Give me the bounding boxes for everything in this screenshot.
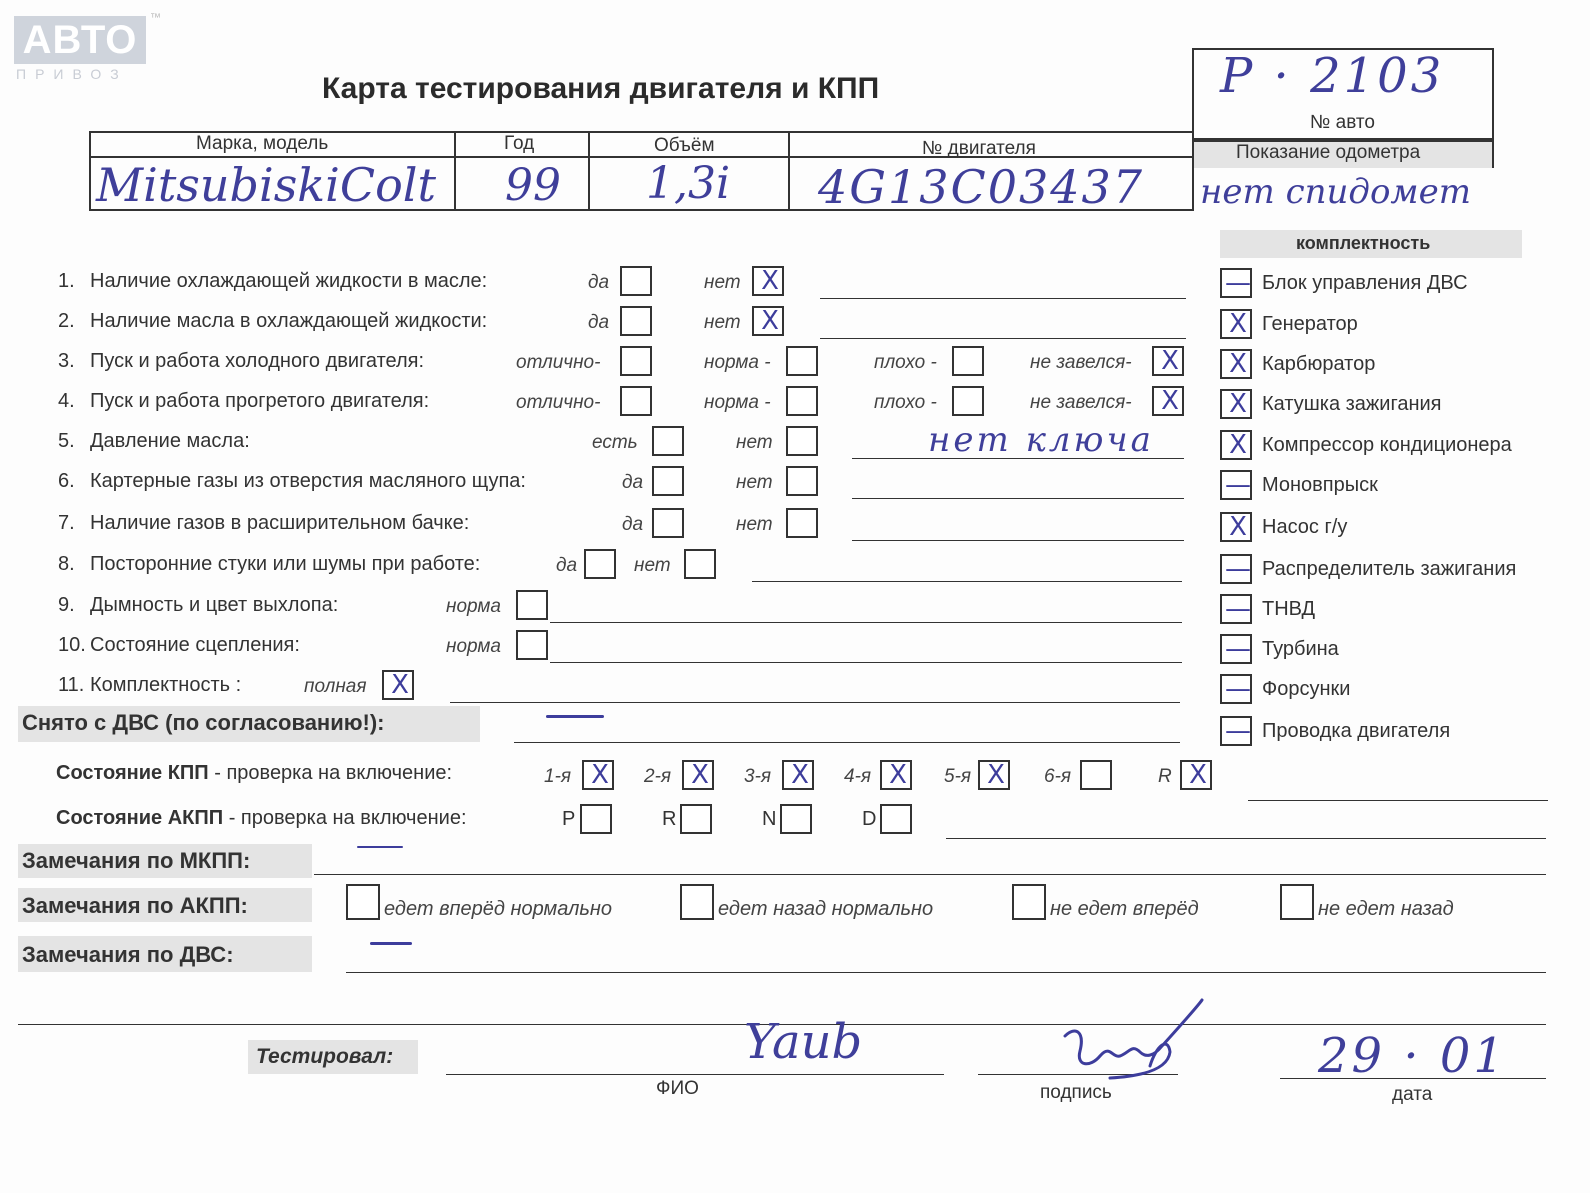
answer-line — [752, 581, 1182, 582]
option-label: нет — [704, 312, 741, 333]
complect-checkbox-mark: — — [1225, 554, 1251, 584]
kpp-label-rest: - проверка на включение: — [208, 762, 453, 784]
option-label: отлично- — [516, 352, 601, 373]
question-text: Наличие масла в охлаждающей жидкости: — [90, 310, 488, 332]
question-text: Комплектность : — [90, 674, 242, 696]
kpp-gear-label: 2-я — [644, 766, 672, 787]
option-label: нет — [736, 472, 773, 493]
option-checkbox[interactable] — [620, 386, 652, 416]
option-label: нет — [736, 514, 773, 535]
kpp-gear-checkbox-mark: X — [889, 760, 907, 790]
complect-checkbox-mark: X — [1229, 349, 1247, 379]
question-number: 8. — [58, 553, 75, 575]
akpp-gear-checkbox[interactable] — [580, 804, 612, 834]
complect-item-label: Турбина — [1262, 638, 1339, 660]
akpp-gear-checkbox[interactable] — [880, 804, 912, 834]
answer-line — [550, 662, 1182, 663]
option-checkbox[interactable] — [786, 346, 818, 376]
kpp-label — [56, 762, 452, 785]
complect-checkbox[interactable] — [1220, 674, 1252, 704]
kpp-gear-checkbox-mark: X — [987, 760, 1005, 790]
complect-item-label: Катушка зажигания — [1262, 393, 1442, 415]
question-text: Давление масла: — [90, 430, 250, 452]
kpp-gear-checkbox-mark: X — [591, 760, 609, 790]
complect-item-label: Форсунки — [1262, 678, 1351, 700]
header-col-model: Марка, модель — [196, 133, 329, 154]
remark-mkpp-label: Замечания по МКПП: — [22, 848, 251, 873]
header-col-engine: № двигателя — [922, 138, 1036, 159]
complect-checkbox[interactable] — [1220, 634, 1252, 664]
question-number: 3. — [58, 350, 75, 372]
complect-checkbox[interactable] — [1220, 309, 1252, 339]
oil-pressure-note: нет ключа — [928, 420, 1154, 460]
complect-item-label: Насос г/у — [1262, 516, 1348, 538]
complect-checkbox-mark: — — [1225, 268, 1251, 298]
logo-tm: ™ — [150, 12, 161, 24]
option-checkbox[interactable] — [620, 346, 652, 376]
option-checkbox[interactable] — [684, 549, 716, 579]
option-checkbox[interactable] — [1152, 346, 1184, 376]
option-label: нет — [736, 432, 773, 453]
option-checkbox[interactable] — [786, 426, 818, 456]
kpp-gear-checkbox[interactable] — [880, 760, 912, 790]
option-checkbox[interactable] — [620, 266, 652, 296]
sign-label: подпись — [1040, 1082, 1112, 1103]
complect-item-label: Моновпрыск — [1262, 474, 1378, 496]
complect-item-label: Распределитель зажигания — [1262, 558, 1517, 580]
question-text: Наличие газов в расширительном бачке: — [90, 512, 470, 534]
akpp-gear-label: N — [762, 808, 777, 830]
option-checkbox[interactable] — [1152, 386, 1184, 416]
complect-checkbox[interactable] — [1220, 470, 1252, 500]
question-text: Пуск и работа прогретого двигателя: — [90, 390, 430, 412]
complect-checkbox[interactable] — [1220, 512, 1252, 542]
complect-checkbox[interactable] — [1220, 430, 1252, 460]
complect-checkbox-mark: X — [1229, 389, 1247, 419]
complect-checkbox-mark: X — [1229, 512, 1247, 542]
kpp-gear-label: 3-я — [744, 766, 772, 787]
complect-checkbox-mark: X — [1229, 430, 1247, 460]
akpp-remark-checkbox[interactable] — [1280, 884, 1314, 920]
question-text: Посторонние стуки или шумы при работе: — [90, 553, 481, 575]
question-number: 5. — [58, 430, 75, 452]
option-label: да — [556, 555, 578, 576]
complect-checkbox[interactable] — [1220, 554, 1252, 584]
complect-checkbox-mark: — — [1225, 716, 1251, 746]
option-label: не завелся- — [1030, 352, 1132, 373]
tested-label: Тестировал: — [256, 1045, 394, 1068]
complect-checkbox-mark: X — [1229, 309, 1247, 339]
option-checkbox[interactable] — [952, 386, 984, 416]
fio-label: ФИО — [656, 1078, 699, 1099]
option-checkbox-mark: X — [1161, 386, 1179, 416]
complect-item-label: Блок управления ДВС — [1262, 272, 1468, 294]
question-number: 1. — [58, 270, 75, 292]
option-checkbox[interactable] — [620, 306, 652, 336]
question-number: 11. — [58, 674, 85, 696]
option-checkbox[interactable] — [652, 508, 684, 538]
question-number: 2. — [58, 310, 75, 332]
option-label: норма - — [704, 392, 771, 413]
question-number: 7. — [58, 512, 75, 534]
avto-privoz-logo — [14, 12, 161, 86]
question-number: 9. — [58, 594, 75, 616]
kpp-gear-checkbox[interactable] — [682, 760, 714, 790]
option-label: плохо - — [874, 392, 937, 413]
complect-item-label: Генератор — [1262, 313, 1358, 335]
option-checkbox[interactable] — [786, 386, 818, 416]
akpp-remark-option-label: едет вперёд нормально — [384, 898, 613, 920]
odometer-value: нет спидомет — [1200, 172, 1471, 212]
removed-label: Снято с ДВС (по согласованию!): — [22, 710, 385, 735]
answer-line — [550, 622, 1182, 623]
value-model: MitsubiskiColt — [96, 158, 436, 212]
option-checkbox[interactable] — [584, 549, 616, 579]
akpp-remark-option-label: не едет вперёд — [1050, 898, 1199, 920]
logo-sub-text: ПРИВОЗ — [16, 66, 128, 82]
removed-dash-mark — [546, 715, 604, 718]
answer-line — [820, 298, 1186, 299]
option-label: да — [622, 472, 644, 493]
complect-checkbox-mark: — — [1225, 634, 1251, 664]
kpp-gear-label: 6-я — [1044, 766, 1072, 787]
kpp-gear-checkbox-mark: X — [791, 760, 809, 790]
question-number: 4. — [58, 390, 75, 412]
option-label: отлично- — [516, 392, 601, 413]
option-checkbox[interactable] — [516, 590, 548, 620]
akpp-remark-option-label: едет назад нормально — [718, 898, 934, 920]
option-checkbox[interactable] — [786, 508, 818, 538]
kpp-gear-checkbox[interactable] — [1080, 760, 1112, 790]
akpp-remark-option-label: не едет назад — [1318, 898, 1454, 920]
complect-checkbox[interactable] — [1220, 594, 1252, 624]
akpp-label-rest: - проверка на включение: — [223, 807, 467, 829]
kpp-gear-checkbox[interactable] — [582, 760, 614, 790]
header-col-year: Год — [504, 133, 535, 154]
kpp-label-bold: Состояние КПП — [56, 762, 209, 784]
fio-value: Yaub — [744, 1014, 863, 1070]
option-label: норма — [446, 596, 501, 617]
complect-item-label: Проводка двигателя — [1262, 720, 1451, 742]
option-checkbox[interactable] — [952, 346, 984, 376]
odometer-label: Показание одометра — [1236, 142, 1421, 163]
akpp-dash-mark — [357, 846, 403, 848]
option-label: нет — [634, 555, 671, 576]
akpp-gear-checkbox[interactable] — [780, 804, 812, 834]
option-label: норма — [446, 636, 501, 657]
akpp-gear-checkbox[interactable] — [680, 804, 712, 834]
kpp-gear-label: 5-я — [944, 766, 972, 787]
option-label: норма - — [704, 352, 771, 373]
complect-checkbox[interactable] — [1220, 349, 1252, 379]
option-checkbox-mark: X — [391, 670, 409, 700]
answer-line — [820, 338, 1186, 339]
logo-main-text: АВТО — [14, 16, 146, 64]
option-checkbox[interactable] — [752, 266, 784, 296]
complect-item-label: ТНВД — [1262, 598, 1316, 620]
page-title: Карта тестирования двигателя и КПП — [322, 72, 880, 105]
akpp-gear-label: P — [562, 808, 576, 830]
auto-number-value: Р · 2103 — [1220, 48, 1445, 104]
option-checkbox[interactable] — [516, 630, 548, 660]
option-label: не завелся- — [1030, 392, 1132, 413]
option-checkbox-mark: X — [761, 306, 779, 336]
kpp-gear-checkbox-mark: X — [691, 760, 709, 790]
complect-checkbox[interactable] — [1220, 716, 1252, 746]
remark-dvs-dash-mark — [370, 942, 412, 945]
option-checkbox[interactable] — [652, 466, 684, 496]
complect-item-label: Карбюратор — [1262, 353, 1376, 375]
option-checkbox[interactable] — [786, 466, 818, 496]
date-label: дата — [1392, 1084, 1433, 1105]
remark-dvs-label: Замечания по ДВС: — [22, 942, 234, 967]
option-label: полная — [304, 676, 367, 697]
akpp-remark-checkbox[interactable] — [1012, 884, 1046, 920]
signature-image — [1050, 996, 1210, 1096]
akpp-label — [56, 807, 467, 830]
value-engine-number: 4G13C03437 — [818, 160, 1145, 214]
question-text: Дымность и цвет выхлопа: — [90, 594, 339, 616]
option-checkbox[interactable] — [382, 670, 414, 700]
answer-line — [852, 540, 1184, 541]
value-volume: 1,3i — [646, 158, 731, 209]
kpp-gear-checkbox[interactable] — [1180, 760, 1212, 790]
question-text: Наличие охлаждающей жидкости в масле: — [90, 270, 488, 292]
akpp-remark-checkbox[interactable] — [680, 884, 714, 920]
akpp-gear-label: R — [662, 808, 677, 830]
option-label: да — [588, 312, 610, 333]
akpp-gear-label: D — [862, 808, 877, 830]
date-value: 29 · 01 — [1318, 1028, 1507, 1084]
complect-checkbox[interactable] — [1220, 389, 1252, 419]
question-number: 6. — [58, 470, 75, 492]
option-label: плохо - — [874, 352, 937, 373]
complect-title: комплектность — [1296, 233, 1431, 253]
answer-line — [852, 498, 1184, 499]
option-checkbox[interactable] — [652, 426, 684, 456]
kpp-gear-label: 1-я — [544, 766, 572, 787]
header-col-volume: Объём — [654, 135, 715, 156]
complect-checkbox-mark: — — [1225, 594, 1251, 624]
complect-item-label: Компрессор кондиционера — [1262, 434, 1512, 456]
kpp-gear-checkbox[interactable] — [978, 760, 1010, 790]
option-label: да — [622, 514, 644, 535]
kpp-gear-checkbox[interactable] — [782, 760, 814, 790]
option-label: есть — [592, 432, 638, 453]
answer-line — [450, 702, 1180, 703]
question-text: Пуск и работа холодного двигателя: — [90, 350, 425, 372]
question-text: Картерные газы из отверстия масляного щупа: — [90, 470, 526, 492]
akpp-label-bold: Состояние АКПП — [56, 807, 224, 829]
question-text: Состояние сцепления: — [90, 634, 300, 656]
kpp-gear-label: R — [1158, 766, 1172, 787]
option-checkbox-mark: X — [1161, 346, 1179, 376]
kpp-gear-label: 4-я — [844, 766, 872, 787]
complect-checkbox-mark: — — [1225, 674, 1251, 704]
option-label: да — [588, 272, 610, 293]
remark-akpp-label: Замечания по АКПП: — [22, 893, 248, 918]
akpp-remark-checkbox[interactable] — [346, 884, 380, 920]
kpp-gear-checkbox-mark: X — [1189, 760, 1207, 790]
value-year: 99 — [505, 160, 561, 211]
auto-number-label: № авто — [1310, 112, 1375, 133]
complect-checkbox-mark: — — [1225, 470, 1251, 500]
option-checkbox[interactable] — [752, 306, 784, 336]
option-label: нет — [704, 272, 741, 293]
option-checkbox-mark: X — [761, 266, 779, 296]
question-number: 10. — [58, 634, 86, 656]
complect-checkbox[interactable] — [1220, 268, 1252, 298]
